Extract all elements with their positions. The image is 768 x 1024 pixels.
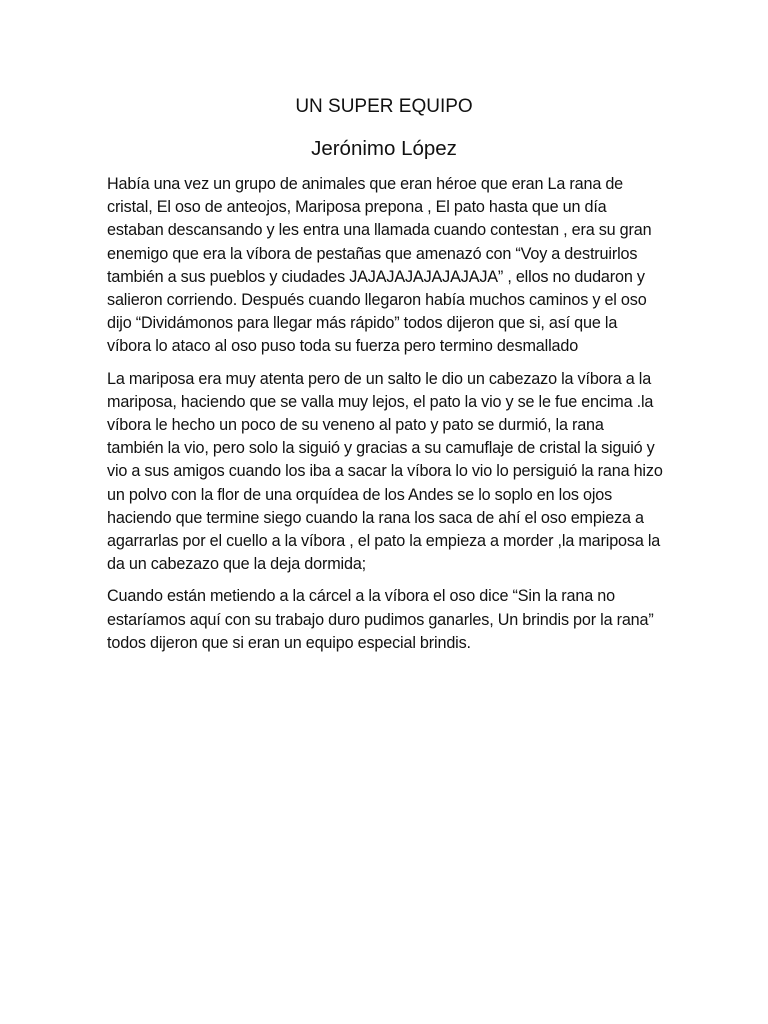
paragraph: Cuando están metiendo a la cárcel a la víbora el oso dice “Sin la rana no estaríamos aquí con su trabajo duro pudimos ganarles, Un brindis por la rana” todos dijeron que si eran un equipo especial brindis. (107, 587, 654, 652)
document-title: UN SUPER EQUIPO (295, 96, 473, 117)
paragraph: La mariposa era muy atenta pero de un salto le dio un cabezazo la víbora a la mariposa, haciendo que se valla muy lejos, el pato la vio y se le fue encima .la víbora le hecho un poco de su veneno al pato y pato se durmió, la rana también la vio, pero solo la siguió y gracias a su camuflaje de cristal la siguió y vio a sus amigos cuando los iba a sacar la víbora lo vio lo persiguió la rana hizo un polvo con la flor de una orquídea de los Andes se lo soplo en los ojos haciendo que termine siego cuando la rana los saca de ahí el oso empieza a agarrarlas por el cuello a la víbora , el pato la empieza a morder ,la mariposa la da un cabezazo que la deja dormida; (107, 369, 663, 574)
document-author: Jerónimo López (311, 137, 457, 160)
document-body (107, 173, 663, 664)
paragraph: Había una vez un grupo de animales que eran héroe que eran La rana de cristal, El oso de anteojos, Mariposa prepona , El pato hasta que un día estaban descansando y les entra una llamada cuando contestan , era su gran enemigo que era la víbora de pestañas que amenazó con “Voy a destruirlos también a sus pueblos y ciudades JAJAJAJAJAJAJAJA” , ellos no dudaron y salieron corriendo. Después cuando llegaron había muchos caminos y el oso dijo “Dividámonos para llegar más rápido” todos dijeron que si, así que la víbora lo ataco al oso puso toda su fuerza pero termino desmallado (107, 175, 652, 356)
